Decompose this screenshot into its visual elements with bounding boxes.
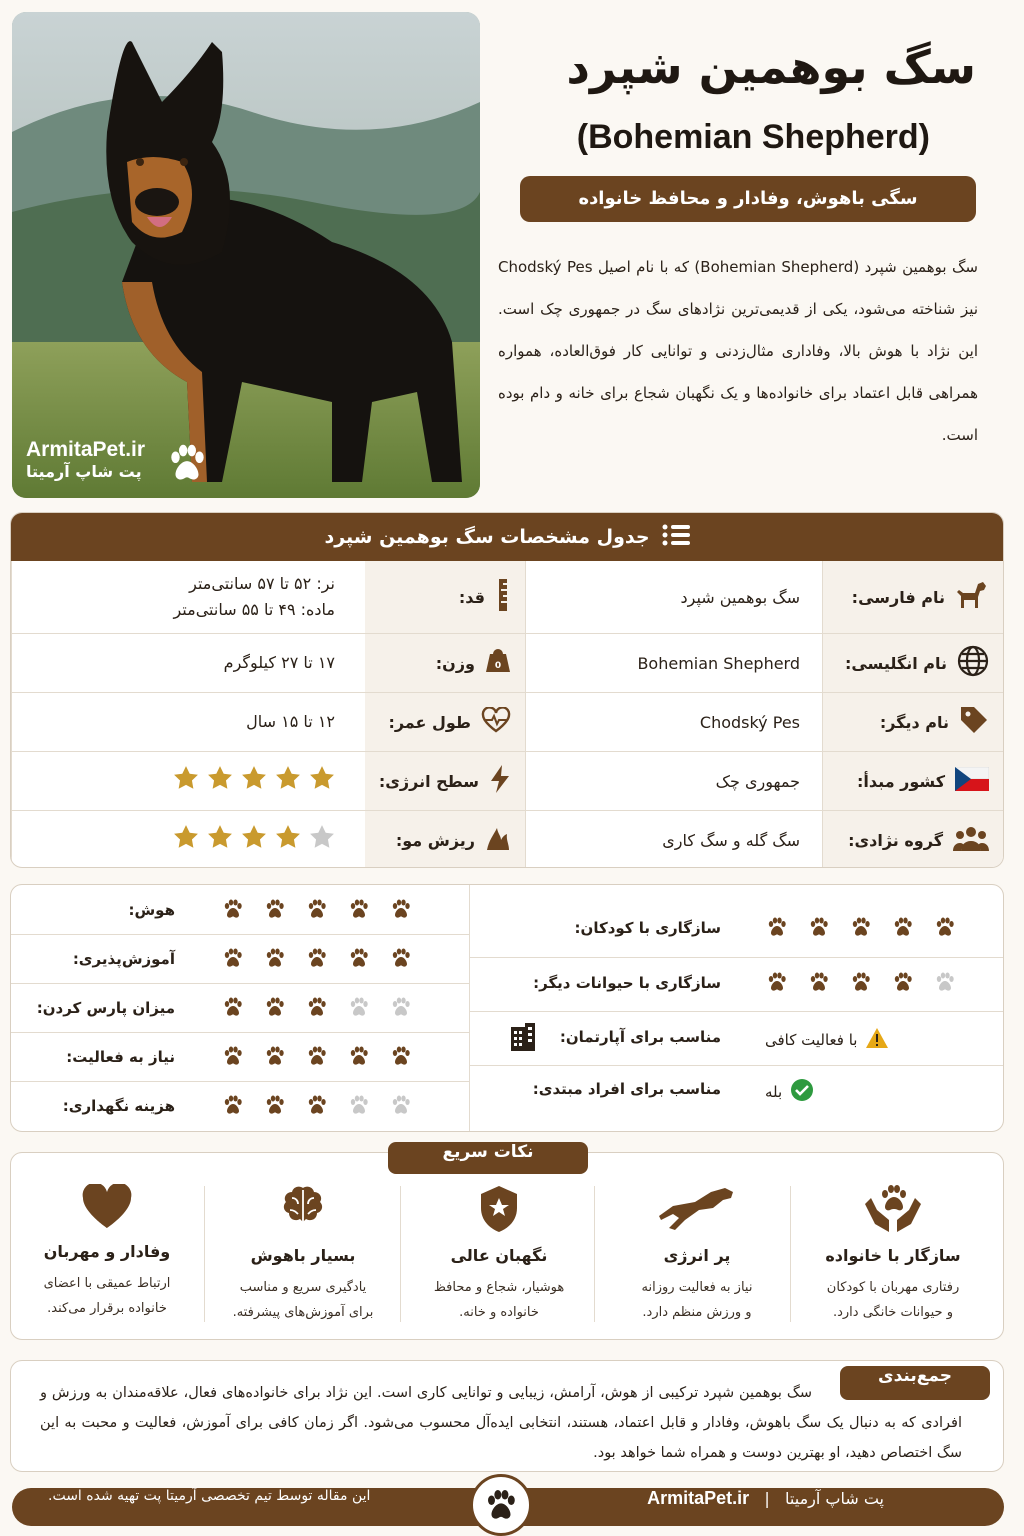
paw-filled-icon [347,897,371,925]
spec-label: سطح انرژی: [378,771,479,791]
star-empty-icon [309,824,335,857]
summary-text: سگ بوهمین شپرد ترکیبی از هوش، آرامش، زیبایی و توانایی کاری است. این نژاد برای خانواده‌های فعال، علاقه‌مندان به ورزش و افرادی که به دنبال یک سگ باهوش، وفادار و قابل اعتماد، هستند، انتخابی ایده‌آل محسوب می‌شود. اگر زمان کافی برای آموزش، فعالیت و محبت به این سگ اختصاص دهید، او بهترین دوست و همراه شما خواهد بود. [40,1385,962,1461]
tip-desc: خانواده و خانه. [459,1305,539,1320]
page-title: سگ بوهمین شپرد [566,40,976,94]
paw-filled-icon [849,915,873,943]
spec-value: ۱۲ تا ۱۵ سال [11,693,365,751]
star-filled-icon [275,824,301,857]
paw-filled-icon [305,946,329,974]
star-filled-icon [173,765,199,798]
paw-rating [221,1044,413,1072]
paw-filled-icon [389,1044,413,1072]
tip-desc: و حیوانات خانگی دارد. [832,1305,953,1320]
dog-icon [955,580,989,614]
tip-title: سازگار با خانواده [825,1246,961,1265]
rating-label-cost: هزینه نگهداری: [62,1097,175,1115]
paw-filled-icon [221,946,245,974]
paw-filled-icon [221,897,245,925]
tip-title: وفادار و مهربان [43,1242,171,1261]
paw-filled-icon [263,1044,287,1072]
paw-filled-icon [221,1093,245,1121]
paw-rating [765,970,957,998]
rating-label-other-pets: سازگاری با حیوانات دیگر: [533,974,721,992]
tip-title: نگهبان عالی [450,1246,548,1265]
paw-empty-icon [389,995,413,1023]
star-filled-icon [207,765,233,798]
paw-rating [221,1093,413,1121]
spec-table-header [11,513,1003,561]
footer-separator: | [764,1489,770,1508]
heartbeat-icon [481,707,511,737]
spec-table [10,512,1004,868]
paw-rating [221,995,413,1023]
list-icon [662,524,690,551]
rating-label-apartment: مناسب برای آپارتمان: [559,1028,721,1046]
running-dog-icon [655,1219,739,1238]
spec-label: طول عمر: [388,712,471,732]
ratings-panel [10,884,1004,1132]
spec-table-title: جدول مشخصات سگ بوهمین شپرد [324,526,650,548]
column-divider [469,885,470,1132]
paw-filled-icon [305,995,329,1023]
paw-filled-icon [347,946,371,974]
paw-filled-icon [891,915,915,943]
paw-filled-icon [891,970,915,998]
spec-value: سگ بوهمین شپرد [525,561,823,633]
spec-value: نر: ۵۲ تا ۵۷ سانتی‌متر [189,574,335,593]
spec-label: قد: [458,587,485,607]
summary-title: جمع‌بندی [840,1366,990,1400]
energy-stars [173,765,335,798]
spec-label: گروه نژادی: [848,830,943,850]
rating-label-activity: نیاز به فعالیت: [66,1048,175,1066]
paw-empty-icon [347,995,371,1023]
paw-empty-icon [389,1093,413,1121]
page-subtitle: (Bohemian Shepherd) [576,118,930,156]
spec-label: کشور مبدأ: [857,771,945,791]
spec-label: نام انگلیسی: [844,653,947,673]
paw-empty-icon [347,1093,371,1121]
paw-filled-icon [221,995,245,1023]
tip-title: پر انرژی [663,1246,731,1265]
tip-desc: نیاز به فعالیت روزانه [641,1280,753,1295]
table-row [11,561,1004,633]
ruler-icon [495,578,511,616]
paw-filled-icon [263,946,287,974]
paw-empty-icon [933,970,957,998]
footer-paw-icon [470,1474,532,1536]
building-icon [509,1021,537,1055]
footer-site-link[interactable]: ArmitaPet.ir [647,1488,750,1508]
shedding-stars [173,824,335,857]
spec-label: وزن: [435,653,475,673]
dog-photo [12,12,480,498]
table-row [11,751,1004,810]
tip-desc: ارتباط عمیقی با اعضای [43,1276,171,1291]
brain-icon [278,1219,328,1238]
paw-filled-icon [389,946,413,974]
rating-label-beginners: مناسب برای افراد مبتدی: [532,1080,721,1098]
paw-rating [765,915,957,943]
table-row [11,692,1004,751]
footer-credit: این مقاله توسط تیم تخصصی آرمیتا پت تهیه شده است. [48,1488,371,1504]
rating-label-barking: میزان پارس کردن: [36,999,175,1017]
shield-icon [477,1219,521,1238]
family-hands-icon [863,1219,923,1238]
paw-filled-icon [347,1044,371,1072]
star-filled-icon [173,824,199,857]
star-filled-icon [207,824,233,857]
tip-smart [208,1184,398,1325]
watermark-site: ArmitaPet.ir [26,438,146,461]
paw-filled-icon [807,970,831,998]
shedding-icon [485,824,511,856]
tip-energy [602,1184,792,1325]
spec-value: ماده: ۴۹ تا ۵۵ سانتی‌متر [173,600,335,619]
paw-filled-icon [389,897,413,925]
group-icon [953,824,989,856]
paw-filled-icon [263,995,287,1023]
table-row [11,810,1004,868]
paw-filled-icon [305,897,329,925]
paw-filled-icon [765,970,789,998]
footer-shop: پت شاپ آرمیتا [785,1489,884,1508]
lightning-icon [489,764,511,798]
tip-desc: هوشیار، شجاع و محافظ [433,1280,565,1295]
quick-tips-title: نکات سریع [388,1142,588,1174]
spec-label: نام دیگر: [879,712,949,732]
spec-value: سگ گله و سگ کاری [525,811,823,868]
apartment-value: با فعالیت کافی [765,1031,858,1049]
rating-label-intelligence: هوش: [128,901,175,919]
paw-logo-icon [164,440,210,490]
tip-desc: رفتاری مهربان با کودکان [826,1280,960,1295]
globe-icon [957,645,989,681]
spec-value: Bohemian Shepherd [525,634,823,692]
tip-loyal [12,1184,202,1321]
tip-guard [404,1184,594,1325]
tip-title: بسیار باهوش [250,1246,356,1265]
svg-text:0: 0 [494,661,502,671]
rating-label-trainability: آموزش‌پذیری: [72,950,175,968]
paw-filled-icon [263,897,287,925]
spec-label: نام فارسی: [851,587,945,607]
paw-filled-icon [263,1093,287,1121]
paw-rating [221,897,413,925]
star-filled-icon [241,765,267,798]
table-row [11,633,1004,692]
watermark-shop: پت شاپ آرمیتا [26,462,142,481]
spec-value: جمهوری چک [525,752,823,810]
paw-filled-icon [849,970,873,998]
spec-label: ریزش مو: [395,830,475,850]
paw-filled-icon [765,915,789,943]
paw-filled-icon [933,915,957,943]
paw-rating [221,946,413,974]
star-filled-icon [309,765,335,798]
spec-value: Chodský Pes [525,693,823,751]
watermark [26,438,145,481]
spec-value: ۱۷ تا ۲۷ کیلوگرم [11,634,365,692]
tagline-banner: سگی باهوش، وفادار و محافظ خانواده [520,176,976,222]
check-icon [790,1078,814,1106]
heart-icon [81,1215,133,1234]
star-filled-icon [241,824,267,857]
tip-desc: یادگیری سریع و مناسب [239,1280,367,1295]
paw-filled-icon [807,915,831,943]
tip-desc: برای آموزش‌های پیشرفته. [232,1305,374,1320]
tag-icon [959,705,989,739]
paw-filled-icon [221,1044,245,1072]
czech-flag-icon [955,767,989,795]
tip-family [798,1184,988,1325]
beginner-value: بله [765,1083,783,1101]
star-filled-icon [275,765,301,798]
weight-icon [485,648,511,678]
paw-filled-icon [305,1093,329,1121]
warning-icon [865,1027,889,1053]
tip-desc: خانواده برقرار می‌کند. [47,1301,167,1316]
rating-label-kids: سازگاری با کودکان: [574,919,721,937]
paw-filled-icon [305,1044,329,1072]
intro-paragraph: سگ بوهمین شپرد (Bohemian Shepherd) که با نام اصیل Chodský Pes نیز شناخته می‌شود، یکی از قدیمی‌ترین نژادهای سگ در جمهوری چک است. این نژاد با هوش بالا، وفاداری مثال‌زدنی و توانایی کار فوق‌العاده، همواره همراهی قابل اعتماد برای خانواده‌ها و یک نگهبان شجاع برای خانه و دام بوده است. [498,258,978,444]
tip-desc: و ورزش منظم دارد. [642,1305,752,1320]
